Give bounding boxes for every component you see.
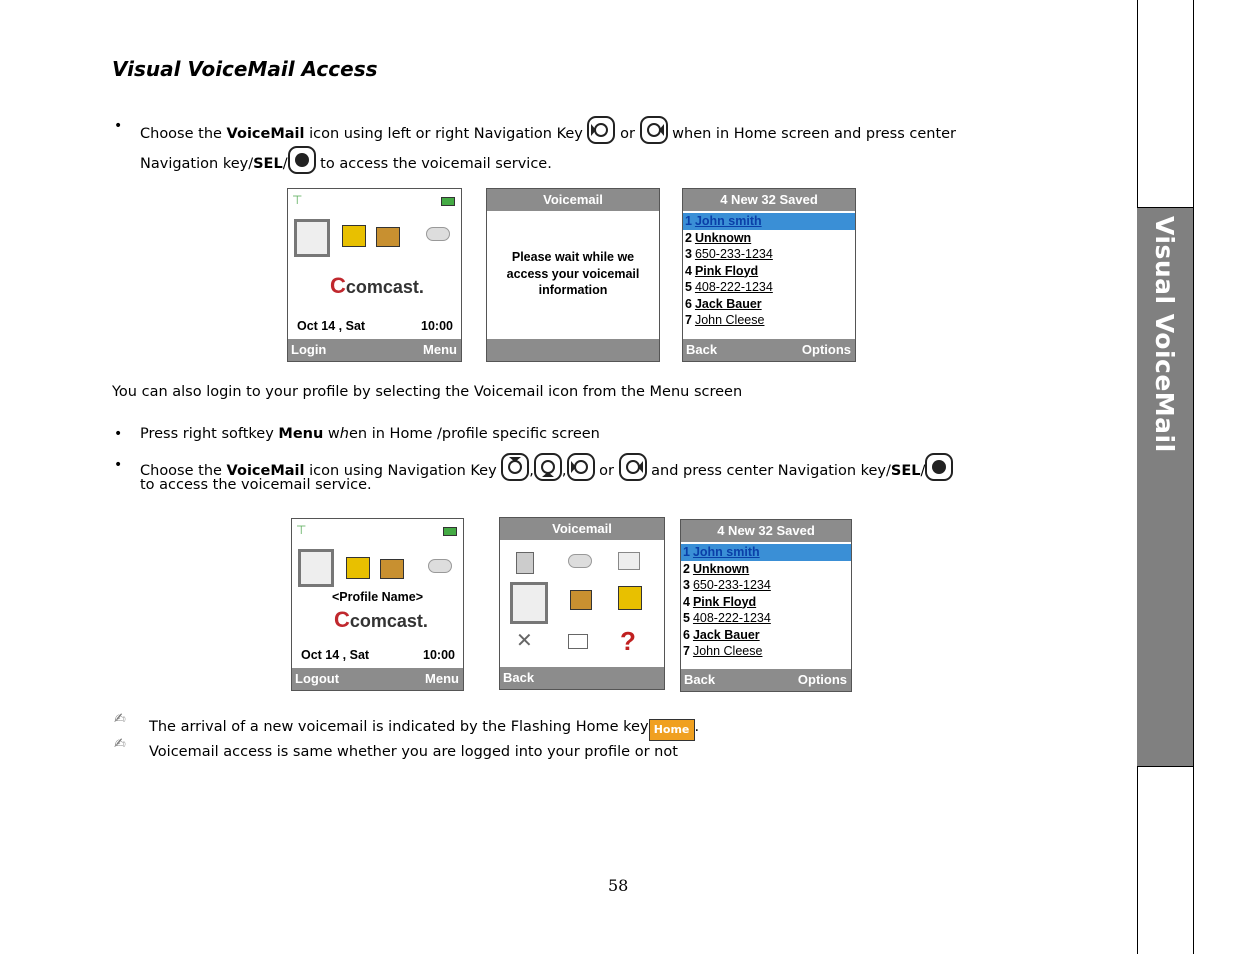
softkey-right[interactable]: Menu <box>423 342 457 357</box>
voicemail-icon <box>510 582 548 624</box>
phone-voicemail-list <box>682 188 856 362</box>
softkey-left[interactable]: Back <box>503 670 535 685</box>
softkey-bar <box>292 668 463 690</box>
voicemail-list-item[interactable] <box>683 296 855 313</box>
voicemail-index: 1 <box>683 545 690 559</box>
instruction-line-3: Choose the VoiceMail icon using Navigation Key , , or and press center Navigation key/SEL/ <box>140 453 953 481</box>
phone-profile-screen <box>291 518 464 691</box>
voicemail-list-item[interactable] <box>683 213 855 230</box>
voicemail-list-item[interactable] <box>681 544 851 561</box>
voicemail-list-item[interactable] <box>681 627 851 644</box>
voicemail-index: 7 <box>683 644 690 658</box>
phonebook-icon <box>342 225 366 247</box>
voicemail-icon <box>298 549 334 587</box>
note-pencil-icon: ✍ <box>114 711 126 727</box>
voicemail-caller: John Cleese <box>692 644 763 658</box>
voicemail-list-item[interactable] <box>683 263 855 280</box>
voicemail-list-item[interactable] <box>683 312 855 329</box>
home-key-icon: Home <box>649 719 695 741</box>
voicemail-list <box>683 213 855 329</box>
nav-center-key-icon <box>288 146 316 174</box>
notepad-icon <box>516 552 534 574</box>
instruction-line-2: Press right softkey Menu when in Home /profile specific screen <box>140 426 600 442</box>
voicemail-index: 5 <box>685 280 692 294</box>
voicemail-index: 5 <box>683 611 690 625</box>
notes-icon <box>570 590 592 610</box>
softkey-bar <box>487 339 659 361</box>
comcast-logo: Ccomcast. <box>330 273 424 298</box>
page-title: Visual VoiceMail Access <box>112 57 378 81</box>
voicemail-index: 6 <box>683 627 690 642</box>
voicemail-index: 2 <box>683 561 690 576</box>
voicemail-list-item[interactable] <box>681 577 851 594</box>
profile-name: <Profile Name> <box>331 590 423 604</box>
voicemail-index: 4 <box>685 263 692 278</box>
phone-menu-screen <box>499 517 665 690</box>
softkey-right[interactable]: Options <box>801 342 851 357</box>
voicemail-list-item[interactable] <box>681 643 851 660</box>
weather-icon <box>426 227 450 241</box>
voicemail-caller: Pink Floyd <box>692 594 757 609</box>
voicemail-index: 6 <box>685 296 692 311</box>
voicemail-index: 7 <box>685 313 692 327</box>
bullet: • <box>114 457 123 473</box>
voicemail-list-item[interactable] <box>681 561 851 578</box>
voicemail-index: 2 <box>685 230 692 245</box>
calendar-icon <box>618 552 640 570</box>
margin-rule-right <box>1193 0 1194 954</box>
phone-wait-screen <box>486 188 660 362</box>
softkey-right[interactable]: Menu <box>425 671 459 686</box>
nav-right-key-icon <box>619 453 647 481</box>
voicemail-caller: 408-222-1234 <box>692 611 771 625</box>
settings-icon: ✕ <box>516 630 533 652</box>
section-side-tab <box>1137 207 1193 767</box>
screen-title: 4 New 32 Saved <box>683 189 855 211</box>
voicemail-caller: Jack Bauer <box>694 296 762 311</box>
help-icon: ? <box>620 626 636 656</box>
voicemail-caller: John Cleese <box>694 313 765 327</box>
note-2: Voicemail access is same whether you are logged into your profile or not <box>149 744 678 760</box>
voicemail-caller: Unknown <box>692 561 750 576</box>
nav-center-key-icon <box>925 453 953 481</box>
nav-left-key-icon <box>587 116 615 144</box>
nav-left-key-icon <box>567 453 595 481</box>
voicemail-caller: Jack Bauer <box>692 627 760 642</box>
mail-icon <box>568 634 588 649</box>
voicemail-icon <box>294 219 330 257</box>
phone-home-screen <box>287 188 462 362</box>
instruction-line-1b: Navigation key/SEL/ to access the voicemail service. <box>140 146 552 174</box>
note-1: The arrival of a new voicemail is indicated by the Flashing Home key Home . <box>149 717 699 741</box>
time-label: 10:00 <box>423 648 455 662</box>
voicemail-index: 4 <box>683 594 690 609</box>
phone-voicemail-list-2 <box>680 519 852 692</box>
side-tab-label: Visual VoiceMail <box>1150 216 1179 453</box>
screen-title: Voicemail <box>500 518 664 540</box>
voicemail-caller: 650-233-1234 <box>692 578 771 592</box>
nav-down-key-icon <box>534 453 562 481</box>
softkey-bar <box>500 667 664 689</box>
voicemail-list-item[interactable] <box>683 230 855 247</box>
phonebook-icon <box>618 586 642 610</box>
voicemail-caller: John smith <box>694 214 762 228</box>
battery-icon <box>443 527 457 536</box>
voicemail-index: 1 <box>685 214 692 228</box>
nav-right-key-icon <box>640 116 668 144</box>
signal-icon: ⊤ <box>292 193 303 207</box>
voicemail-list-item[interactable] <box>681 594 851 611</box>
page-number: 58 <box>608 876 629 895</box>
voicemail-list-item[interactable] <box>681 610 851 627</box>
softkey-left[interactable]: Back <box>686 342 718 357</box>
bullet: • <box>114 426 123 442</box>
screen-title: Voicemail <box>487 189 659 211</box>
screen-title: 4 New 32 Saved <box>681 520 851 542</box>
voicemail-caller: John smith <box>692 545 760 559</box>
comcast-logo: Ccomcast. <box>334 607 428 632</box>
phonebook-icon <box>346 557 370 579</box>
instruction-line-3b: to access the voicemail service. <box>140 477 372 493</box>
battery-icon <box>441 197 455 206</box>
date-label: Oct 14 , Sat <box>301 648 370 662</box>
weather-icon <box>568 554 592 568</box>
voicemail-list <box>681 544 851 660</box>
weather-icon <box>428 559 452 573</box>
instruction-line-1: Choose the VoiceMail icon using left or right Navigation Key or when in Home screen and press center <box>140 116 956 144</box>
softkey-right[interactable]: Options <box>797 672 847 687</box>
softkey-bar <box>288 339 461 361</box>
voicemail-list-item[interactable] <box>683 279 855 296</box>
voicemail-index: 3 <box>685 247 692 261</box>
softkey-left[interactable]: Logout <box>295 671 340 686</box>
voicemail-list-item[interactable] <box>683 246 855 263</box>
voicemail-caller: Pink Floyd <box>694 263 759 278</box>
softkey-left[interactable]: Login <box>291 342 327 357</box>
voicemail-caller: 650-233-1234 <box>694 247 773 261</box>
wait-message: Please wait while we access your voicemail information <box>506 250 640 297</box>
softkey-left[interactable]: Back <box>684 672 716 687</box>
voicemail-index: 3 <box>683 578 690 592</box>
notes-icon <box>376 227 400 247</box>
nav-up-key-icon <box>501 453 529 481</box>
bullet: • <box>114 118 123 134</box>
voicemail-caller: 408-222-1234 <box>694 280 773 294</box>
softkey-bar <box>681 669 851 691</box>
voicemail-caller: Unknown <box>694 230 752 245</box>
paragraph-profile-login: You can also login to your profile by selecting the Voicemail icon from the Menu screen <box>112 384 743 400</box>
time-label: 10:00 <box>421 319 453 333</box>
softkey-bar <box>683 339 855 361</box>
signal-icon: ⊤ <box>296 523 307 537</box>
date-label: Oct 14 , Sat <box>297 319 366 333</box>
note-pencil-icon: ✍ <box>114 736 126 752</box>
notes-icon <box>380 559 404 579</box>
